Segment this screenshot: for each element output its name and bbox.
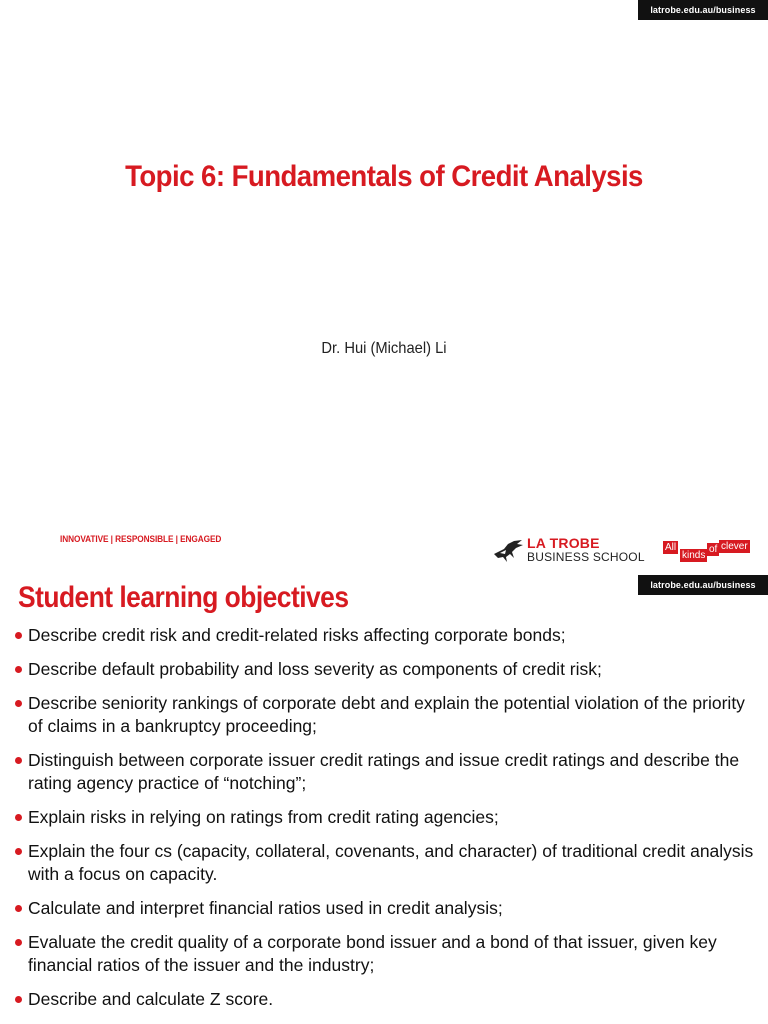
slogan-word: of bbox=[709, 544, 718, 555]
bullet-icon bbox=[15, 848, 22, 855]
la-trobe-logo bbox=[492, 536, 662, 568]
objective-item bbox=[14, 988, 754, 1011]
objective-text: Explain the four cs (capacity, collateral, covenants, and character) of traditional credit analysis with a focus on capacity. bbox=[28, 841, 754, 884]
slide-heading: Student learning objectives bbox=[18, 581, 349, 614]
objective-item bbox=[14, 840, 754, 886]
eagle-icon bbox=[492, 538, 526, 564]
bullet-icon bbox=[15, 757, 22, 764]
bullet-icon bbox=[15, 700, 22, 707]
logo-school-name: BUSINESS SCHOOL bbox=[527, 550, 645, 564]
objective-item bbox=[14, 806, 754, 829]
objective-text: Distinguish between corporate issuer credit ratings and issue credit ratings and describe the rating agency practice of “notching”; bbox=[28, 750, 740, 793]
logo-wordmark: LA TROBE bbox=[527, 535, 600, 551]
objective-item bbox=[14, 692, 754, 738]
bullet-icon bbox=[15, 905, 22, 912]
objective-text: Describe credit risk and credit-related risks affecting corporate bonds; bbox=[28, 625, 566, 645]
objective-item bbox=[14, 897, 754, 920]
author-name: Dr. Hui (Michael) Li bbox=[321, 340, 447, 357]
bullet-icon bbox=[15, 939, 22, 946]
slogan-word: All bbox=[665, 542, 677, 553]
objectives-slide bbox=[0, 567, 768, 1024]
slogan-badge bbox=[663, 537, 755, 563]
bullet-icon bbox=[15, 666, 22, 673]
slogan-word: kinds bbox=[682, 550, 706, 561]
objective-text: Describe default probability and loss severity as components of credit risk; bbox=[28, 659, 602, 679]
objective-item bbox=[14, 749, 754, 795]
objective-item bbox=[14, 658, 754, 681]
bullet-icon bbox=[15, 632, 22, 639]
bullet-icon bbox=[15, 814, 22, 821]
school-tagline: INNOVATIVE | RESPONSIBLE | ENGAGED bbox=[60, 534, 222, 544]
objective-item bbox=[14, 624, 754, 647]
slogan-word: clever bbox=[721, 541, 748, 552]
objective-text: Describe seniority rankings of corporate debt and explain the potential violation of the priority of claims in a bankruptcy proceeding; bbox=[28, 693, 745, 736]
objective-item bbox=[14, 931, 754, 977]
bullet-icon bbox=[15, 996, 22, 1003]
objective-text: Calculate and interpret financial ratios used in credit analysis; bbox=[28, 898, 503, 918]
website-url-bar[interactable]: latrobe.edu.au/business bbox=[638, 0, 768, 20]
objective-text: Describe and calculate Z score. bbox=[28, 989, 274, 1009]
objective-text: Evaluate the credit quality of a corporate bond issuer and a bond of that issuer, given key financial ratios of the issuer and the industry; bbox=[28, 932, 717, 975]
objective-text: Explain risks in relying on ratings from credit rating agencies; bbox=[28, 807, 499, 827]
slide-title: Topic 6: Fundamentals of Credit Analysis bbox=[125, 160, 643, 193]
website-url-bar[interactable]: latrobe.edu.au/business bbox=[638, 575, 768, 595]
objectives-list bbox=[14, 624, 754, 1022]
